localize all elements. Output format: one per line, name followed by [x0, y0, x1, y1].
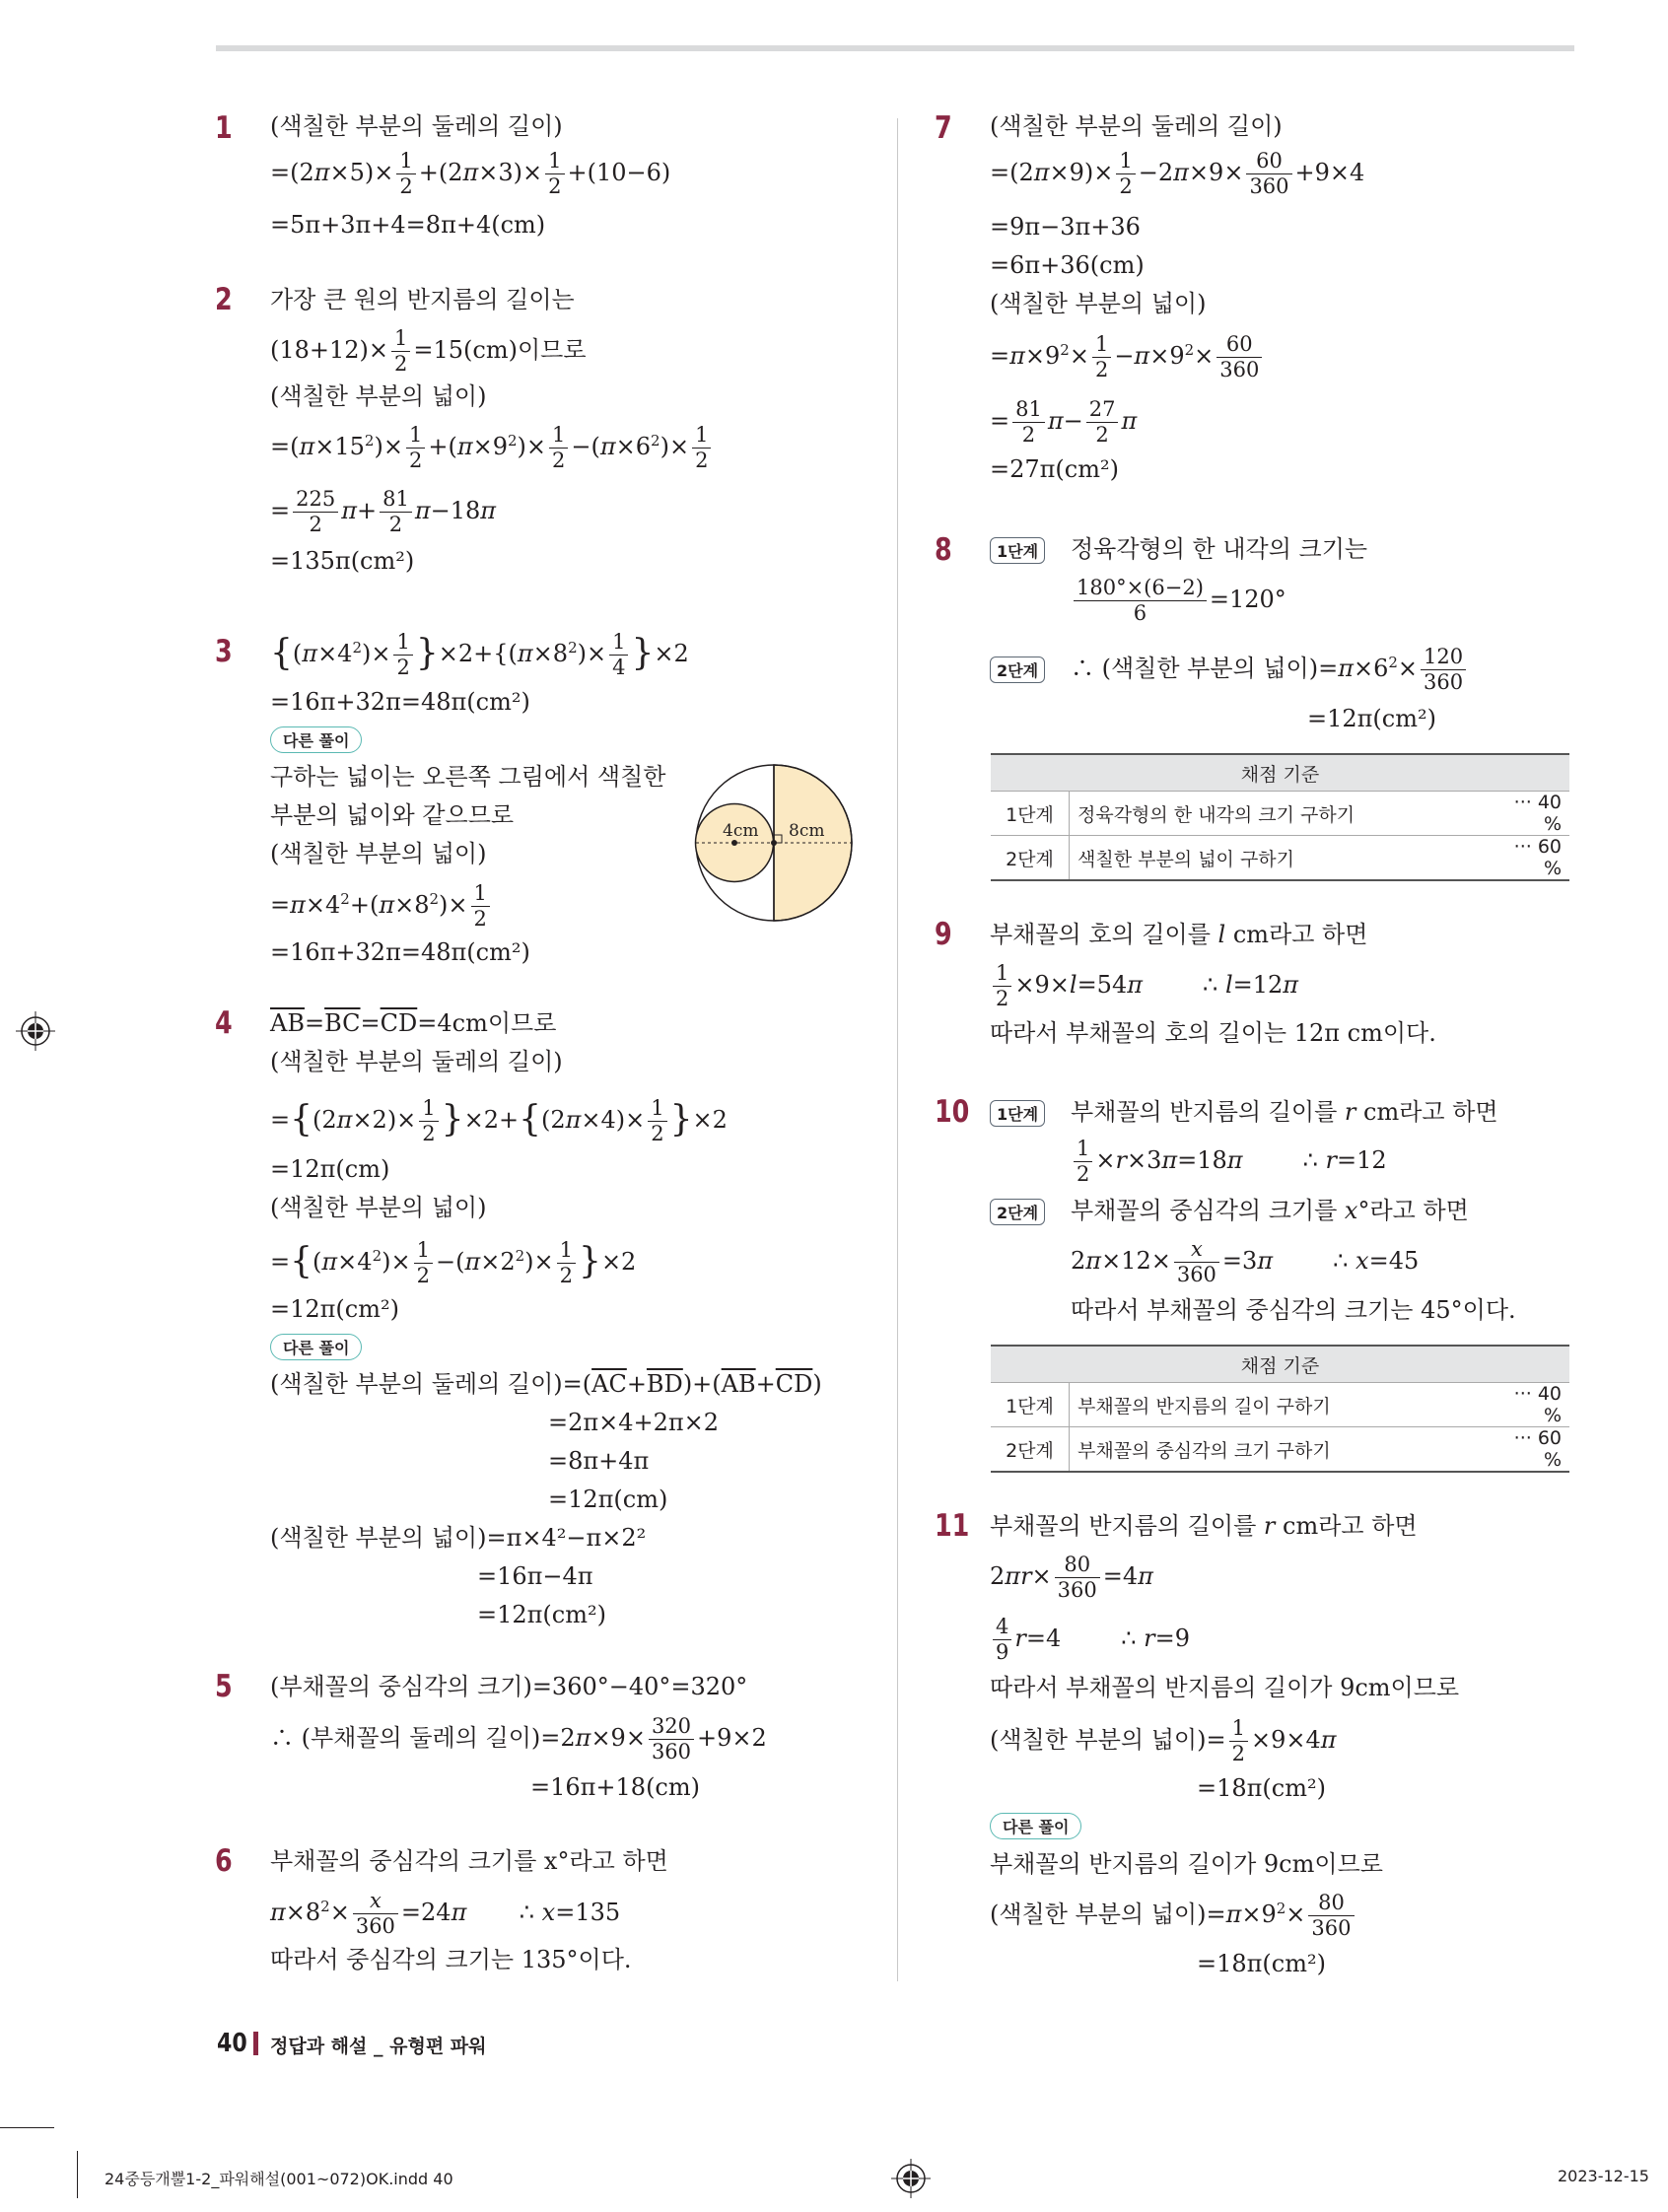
- solution-line: (색칠한 부분의 넓이)= $\frac{1}{2}$ ×9×4π: [990, 1716, 1337, 1765]
- header-bar: [216, 45, 1574, 51]
- step-badge: 1단계: [990, 537, 1045, 564]
- alt-solution-tag: 다른 풀이: [990, 1813, 1081, 1839]
- solution-line: (색칠한 부분의 넓이): [270, 840, 487, 867]
- solution-line: $=(\pi\times 15^2)\times$ $\frac{1}{2}$ $+(\pi\times 9^2)\times$ $\frac{1}{2}$ $-(\pi\times 6^2)\times$ $\frac{1}{2}$: [270, 425, 714, 471]
- solution-line: $\pi\times 8^2\times$ $\frac{x}{360}$ =24π ∴ x=135: [270, 1889, 621, 1938]
- solution-line: 부채꼴의 중심각의 크기를 x°라고 하면: [1071, 1197, 1469, 1224]
- step-badge: 1단계: [990, 1100, 1045, 1127]
- solution-line: (색칠한 부분의 넓이): [990, 290, 1207, 317]
- solution-line: (색칠한 부분의 넓이)=π×4²−π×2²: [270, 1524, 647, 1552]
- problem-number: 4: [215, 1005, 233, 1041]
- solution-line: (부채꼴의 중심각의 크기)=360°−40°=320°: [270, 1673, 748, 1700]
- criteria-row: 1단계 부채꼴의 반지름의 길이 구하기 ··· 40 %: [991, 1383, 1569, 1427]
- crop-mark: [0, 2127, 54, 2128]
- solution-line: =8π+4π: [548, 1447, 650, 1475]
- solution-line: =12π(cm²): [270, 1295, 399, 1323]
- solution-line: =16π+18(cm): [530, 1773, 700, 1801]
- solution-line: 2πr× $\frac{80}{360}$ =4π: [990, 1553, 1153, 1602]
- solution-line: 구하는 넓이는 오른쪽 그림에서 색칠한: [270, 763, 666, 791]
- alt-solution-tag: 다른 풀이: [270, 726, 362, 753]
- circle-figure: [690, 759, 858, 927]
- solution-line: ∴ (색칠한 부분의 넓이)$=\pi\times 6^2\times$ $\frac{120}{360}$: [1071, 647, 1469, 693]
- problem-number: 3: [215, 634, 233, 669]
- solution-line: =16π+32π=48π(cm²): [270, 938, 530, 966]
- solution-line: $\overline{AB}=\overline{BC}=\overline{CD}=4cm$이므로: [270, 1009, 557, 1037]
- crop-mark: [77, 2151, 78, 2198]
- column-divider: [897, 118, 898, 1981]
- solution-line: 부채꼴의 중심각의 크기를 x°라고 하면: [270, 1847, 668, 1875]
- solution-line: =27π(cm²): [990, 455, 1119, 483]
- registration-mark-icon: [889, 2157, 933, 2200]
- solution-line: (18+12)× $\frac{1}{2}$ =15(cm)이므로: [270, 326, 587, 376]
- solution-line: 부채꼴의 반지름의 길이를 r cm라고 하면: [990, 1512, 1418, 1540]
- solution-line: =18π(cm²): [1197, 1774, 1326, 1802]
- solution-line: (색칠한 부분의 넓이)$=\pi\times 9^2\times$ $\frac{80}{360}$: [990, 1893, 1357, 1939]
- footer-filename: 24중등개뿔1-2_파워해설(001~072)OK.indd 40: [104, 2170, 453, 2188]
- solution-line: =12π(cm²): [1307, 705, 1436, 732]
- footer-date: 2023-12-15: [1558, 2167, 1649, 2185]
- footer-divider: [253, 2032, 258, 2055]
- solution-line: 부채꼴의 호의 길이를 l cm라고 하면: [990, 921, 1368, 948]
- solution-line: $=\pi\times 9^2\times$ $\frac{1}{2}$ $-\pi\times 9^2\times$ $\frac{60}{360}$: [990, 334, 1265, 380]
- footer-title: 정답과 해설 _ 유형편 파워: [270, 2036, 487, 2057]
- criteria-row: 1단계 정육각형의 한 내각의 크기 구하기 ··· 40 %: [991, 792, 1569, 836]
- figure-label: 8cm: [789, 821, 825, 841]
- solution-line: 따라서 중심각의 크기는 135°이다.: [270, 1946, 632, 1973]
- solution-line: =6π+36(cm): [990, 251, 1145, 279]
- solution-line: (색칠한 부분의 넓이): [270, 1194, 487, 1221]
- problem-number: 8: [935, 532, 952, 568]
- problem-number: 9: [935, 917, 952, 952]
- solution-line: =16π−4π: [477, 1562, 593, 1590]
- solution-line: $=\{(\pi\times 4^2)\times$ $\frac{1}{2}$ $-(\pi\times 2^2)\times$ $\frac{1}{2}$ }×2: [270, 1238, 637, 1287]
- solution-line: $\frac{180^\circ\times(6-2)}{6}$ =120°: [1071, 578, 1286, 624]
- solution-line: {$(\pi\times 4^2)\times$ $\frac{1}{2}$ }$\times 2+\{(\pi\times 8^2)\times$ $\frac{1}{4}$ }×2: [270, 630, 689, 679]
- solution-line: =12π(cm): [270, 1155, 390, 1183]
- problem-number: 6: [215, 1843, 233, 1879]
- criteria-header: 채점 기준: [991, 1346, 1569, 1383]
- solution-line: = $\frac{225}{2}$ π+ $\frac{81}{2}$ π−18π: [270, 487, 497, 536]
- solution-line: 가장 큰 원의 반지름의 길이는: [270, 286, 575, 313]
- solution-line: =(2π×5)× $\frac{1}{2}$ +(2π×3)× $\frac{1}{2}$ +(10−6): [270, 149, 671, 198]
- alt-solution-tag: 다른 풀이: [270, 1334, 362, 1360]
- solution-line: 부채꼴의 반지름의 길이를 r cm라고 하면: [1071, 1098, 1498, 1126]
- solution-line: $\frac{1}{2}$ ×9×l=54π ∴ l=12π: [990, 963, 1298, 1009]
- solution-line: =18π(cm²): [1197, 1950, 1326, 1977]
- solution-line: = $\frac{81}{2}$ π− $\frac{27}{2}$ π: [990, 397, 1138, 447]
- solution-line: =(2π×9)× $\frac{1}{2}$ −2π×9× $\frac{60}{360}$ +9×4: [990, 149, 1365, 198]
- solution-line: ∴ (부채꼴의 둘레의 길이)=2π×9× $\frac{320}{360}$ +9×2: [270, 1714, 767, 1763]
- step-badge: 2단계: [990, 1199, 1045, 1225]
- solution-line: $\frac{4}{9}$ r=4 ∴ r=9: [990, 1617, 1190, 1663]
- page-number: 40: [217, 2029, 247, 2058]
- problem-number: 7: [935, 110, 952, 146]
- solution-line: 부채꼴의 반지름의 길이가 9cm이므로: [990, 1850, 1383, 1878]
- problem-number: 11: [935, 1508, 970, 1544]
- criteria-row: 2단계 색칠한 부분의 넓이 구하기 ··· 60 %: [991, 836, 1569, 881]
- solution-line: 정육각형의 한 내각의 크기는: [1071, 535, 1368, 563]
- criteria-header: 채점 기준: [991, 754, 1569, 792]
- solution-line: =16π+32π=48π(cm²): [270, 688, 530, 716]
- solution-line: 부분의 넓이와 같으므로: [270, 801, 515, 829]
- solution-line: $=\pi\times 4^2+(\pi\times 8^2)\times$ $\frac{1}{2}$: [270, 883, 493, 930]
- criteria-row: 2단계 부채꼴의 중심각의 크기 구하기 ··· 60 %: [991, 1427, 1569, 1473]
- figure-label: 4cm: [723, 821, 759, 841]
- solution-line: (색칠한 부분의 둘레의 길이)$=(\overline{AC}+\overline{BD})+(\overline{AB}+\overline{CD})$: [270, 1370, 822, 1398]
- problem-number: 1: [215, 110, 233, 146]
- solution-line: 따라서 부채꼴의 중심각의 크기는 45°이다.: [1071, 1296, 1516, 1324]
- solution-line: =2π×4+2π×2: [548, 1409, 720, 1436]
- solution-line: =12π(cm²): [477, 1601, 606, 1628]
- solution-line: =12π(cm): [548, 1486, 668, 1513]
- solution-line: =5π+3π+4=8π+4(cm): [270, 211, 546, 239]
- solution-line: (색칠한 부분의 넓이): [270, 382, 487, 410]
- criteria-table: [991, 753, 1569, 881]
- solution-line: (색칠한 부분의 둘레의 길이): [270, 1048, 563, 1075]
- solution-line: 따라서 부채꼴의 호의 길이는 12π cm이다.: [990, 1019, 1436, 1047]
- solution-line: =135π(cm²): [270, 547, 415, 575]
- criteria-table: [991, 1345, 1569, 1473]
- step-badge: 2단계: [990, 657, 1045, 683]
- solution-line: ={(2π×2)× $\frac{1}{2}$ }×2+{(2π×4)× $\frac{1}{2}$ }×2: [270, 1096, 728, 1145]
- registration-mark-icon: [14, 1009, 57, 1053]
- problem-number: 2: [215, 282, 233, 317]
- solution-line: (색칠한 부분의 둘레의 길이): [270, 112, 563, 140]
- solution-line: =9π−3π+36: [990, 213, 1141, 241]
- solution-line: $\frac{1}{2}$ ×r×3π=18π ∴ r=12: [1071, 1139, 1387, 1185]
- solution-line: (색칠한 부분의 둘레의 길이): [990, 112, 1283, 140]
- solution-line: 2π×12× $\frac{x}{360}$ =3π ∴ x=45: [1071, 1237, 1420, 1286]
- solution-line: 따라서 부채꼴의 반지름의 길이가 9cm이므로: [990, 1674, 1460, 1701]
- problem-number: 10: [935, 1094, 970, 1130]
- problem-number: 5: [215, 1669, 233, 1704]
